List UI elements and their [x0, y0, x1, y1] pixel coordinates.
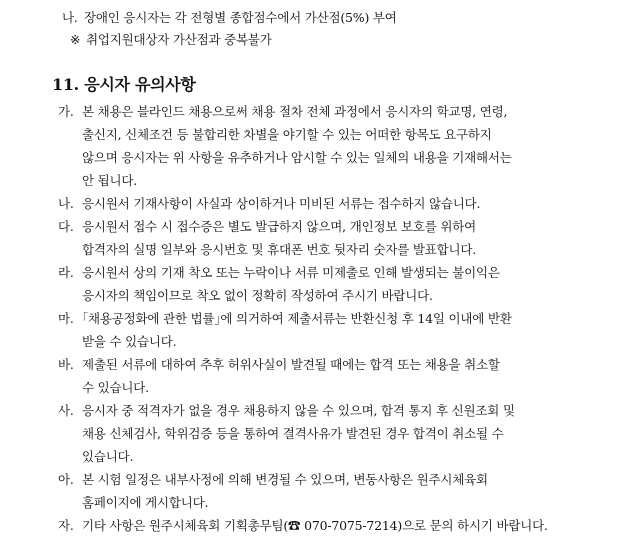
section-number: 11. — [52, 75, 79, 94]
list-item-marker: 바. — [58, 357, 74, 372]
list-item-line: 응시자의 책임이므로 착오 없이 정확히 작성하여 주시기 바랍니다. — [82, 288, 433, 303]
list-item-line: 수 있습니다. — [82, 380, 149, 395]
list-item-line: 제출된 서류에 대하여 추후 허위사실이 발견될 때에는 합격 또는 채용을 취소할 — [82, 357, 500, 372]
list-item-line: 기타 사항은 원주시체육회 기획총무팀(☎ 070-7075-7214)으로 문의 하시기 바랍니다. — [82, 518, 548, 533]
list-item-marker: 라. — [58, 265, 74, 280]
top-note-text: 취업지원대상자 가산점과 중복불가 — [86, 32, 272, 47]
list-item-line: 응시원서 접수 시 접수증은 별도 발급하지 않으며, 개인정보 보호를 위하여 — [82, 219, 476, 234]
list-item-line: ｢채용공정화에 관한 법률｣에 의거하여 제출서류는 반환신청 후 14일 이내에 반환 — [82, 311, 512, 326]
list-item-line: 출신지, 신체조건 등 불합리한 차별을 야기할 수 있는 어떠한 항목도 요구하지 — [82, 127, 492, 142]
list-item-line: 채용 신체검사, 학위검증 등을 통하여 결격사유가 발견된 경우 합격이 취소될 수 — [82, 426, 504, 441]
list-item-marker: 가. — [58, 104, 74, 119]
list-item-marker: 마. — [58, 311, 74, 326]
list-item-marker: 다. — [58, 219, 74, 234]
list-item-line: 않으며 응시자는 위 사항을 유추하거나 암시할 수 있는 일체의 내용을 기재해서는 — [82, 150, 512, 165]
list-item-line: 받을 수 있습니다. — [82, 334, 177, 349]
list-item-marker: 자. — [58, 518, 74, 533]
section-heading — [52, 75, 196, 95]
list-item-line: 홈페이지에 게시합니다. — [82, 495, 209, 510]
list-item-line: 응시원서 기재사항이 사실과 상이하거나 미비된 서류는 접수하지 않습니다. — [82, 196, 481, 211]
list-item-line: 응시자 중 적격자가 없을 경우 채용하지 않을 수 있으며, 합격 통지 후 신원조회 및 — [82, 403, 515, 418]
list-item-line: 본 시험 일정은 내부사정에 의해 변경될 수 있으며, 변동사항은 원주시체육회 — [82, 472, 488, 487]
list-item-line: 합격자의 실명 일부와 응시번호 및 휴대폰 번호 뒷자리 숫자를 발표합니다. — [82, 242, 476, 257]
list-item-marker: 아. — [58, 472, 74, 487]
list-item-line: 있습니다. — [82, 449, 134, 464]
top-item-text: 장애인 응시자는 각 전형별 종합점수에서 가산점(5%) 부여 — [84, 10, 397, 25]
list-item-line: 응시원서 상의 기재 착오 또는 누락이나 서류 미제출로 인해 발생되는 불이익은 — [82, 265, 500, 280]
list-item-marker: 사. — [58, 403, 74, 418]
list-item-line: 본 채용은 블라인드 채용으로써 채용 절차 전체 과정에서 응시자의 학교명, 연령, — [82, 104, 508, 119]
section-title: 응시자 유의사항 — [84, 75, 196, 94]
list-item-marker: 나. — [58, 196, 74, 211]
note-mark: ※ — [70, 32, 81, 47]
list-item-line: 안 됩니다. — [82, 173, 138, 188]
top-item-marker: 나. — [62, 10, 78, 25]
